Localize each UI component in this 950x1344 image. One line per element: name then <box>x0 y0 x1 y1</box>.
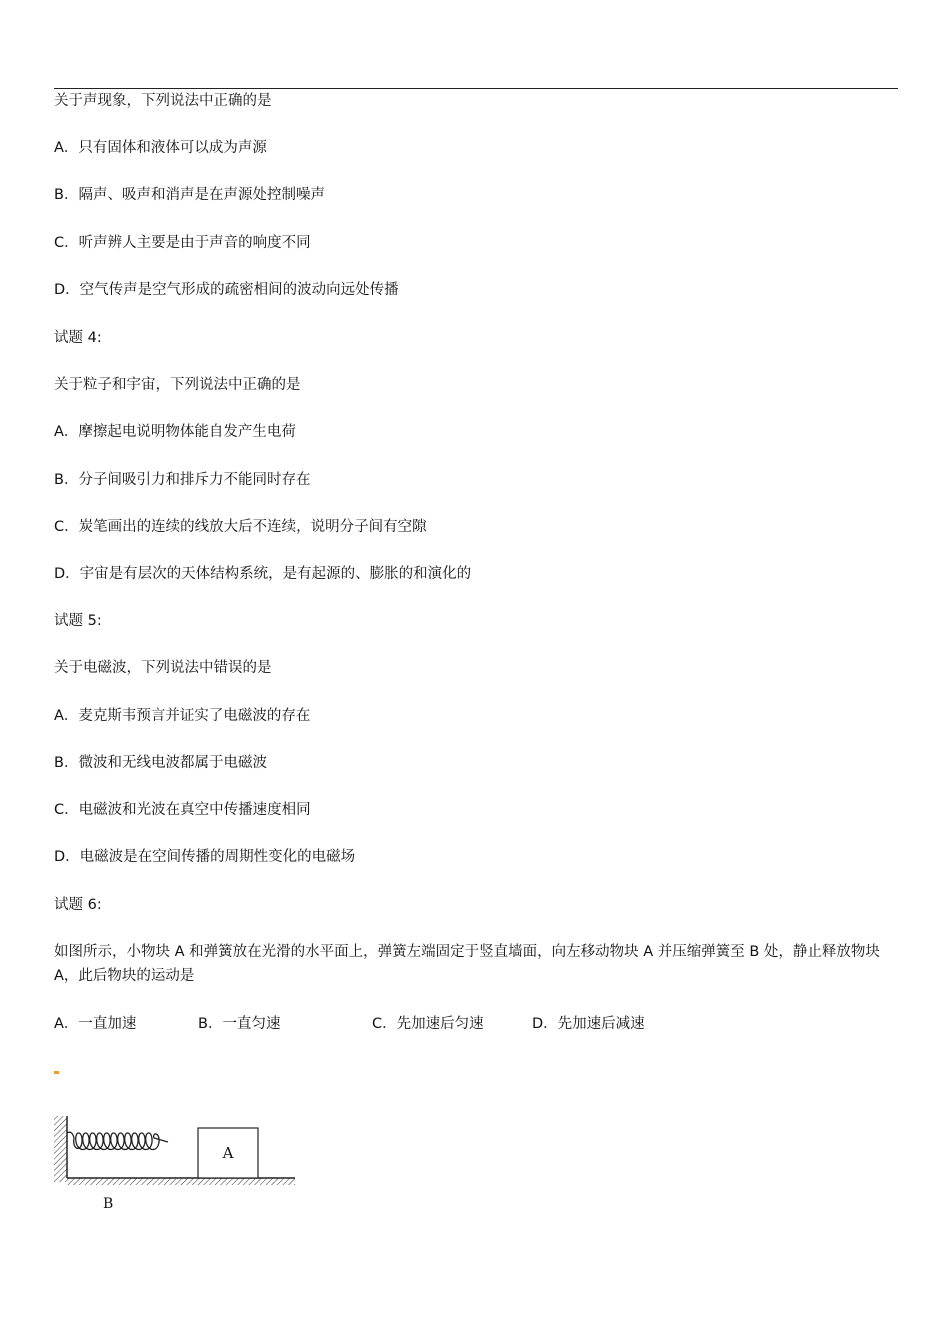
orange-mark <box>54 1071 59 1074</box>
q6-option-d: D．先加速后减速 <box>532 1016 645 1032</box>
q3-option-a: A．只有固体和液体可以成为声源 <box>54 140 267 156</box>
q3-option-b: B．隔声、吸声和消声是在声源处控制噪声 <box>54 187 325 203</box>
q5-option-d: D．电磁波是在空间传播的周期性变化的电磁场 <box>54 849 356 865</box>
position-b-label: B <box>103 1196 114 1212</box>
q4-title: 试题 4: <box>54 330 102 346</box>
q6-stem: 如图所示，小物块 A 和弹簧放在光滑的水平面上，弹簧左端固定于竖直墙面，向左移动物块 A 并压缩弹簧至 B 处，静止释放物块 A，此后物块的运动是 <box>54 944 880 984</box>
floor-hatch <box>67 1178 295 1185</box>
q6-options <box>54 1014 754 1034</box>
q4-stem: 关于粒子和宇宙，下列说法中正确的是 <box>54 377 301 393</box>
q4-option-b: B．分子间吸引力和排斥力不能同时存在 <box>54 472 311 488</box>
q5-option-c: C．电磁波和光波在真空中传播速度相同 <box>54 802 311 818</box>
spring <box>67 1132 168 1149</box>
q4-option-c: C．炭笔画出的连续的线放大后不连续，说明分子间有空隙 <box>54 519 427 535</box>
q5-title: 试题 5: <box>54 613 102 629</box>
q3-option-d: D．空气传声是空气形成的疏密相间的波动向远处传播 <box>54 282 399 298</box>
q3-stem: 关于声现象，下列说法中正确的是 <box>54 93 272 109</box>
block-a-label: A <box>222 1144 234 1162</box>
q5-option-a: A．麦克斯韦预言并证实了电磁波的存在 <box>54 708 311 724</box>
spring-block-figure <box>50 1112 300 1192</box>
q6-title: 试题 6: <box>54 897 102 913</box>
q6-option-b: B．一直匀速 <box>198 1016 281 1032</box>
q4-option-d: D．宇宙是有层次的天体结构系统，是有起源的、膨胀的和演化的 <box>54 566 472 582</box>
q3-option-c: C．听声辨人主要是由于声音的响度不同 <box>54 235 311 251</box>
top-rule <box>54 88 898 89</box>
q5-stem: 关于电磁波，下列说法中错误的是 <box>54 660 272 676</box>
wall-hatch <box>54 1116 67 1182</box>
q6-option-c: C．先加速后匀速 <box>372 1016 484 1032</box>
q4-option-a: A．摩擦起电说明物体能自发产生电荷 <box>54 424 296 440</box>
q6-option-a: A．一直加速 <box>54 1016 137 1032</box>
q5-option-b: B．微波和无线电波都属于电磁波 <box>54 755 267 771</box>
